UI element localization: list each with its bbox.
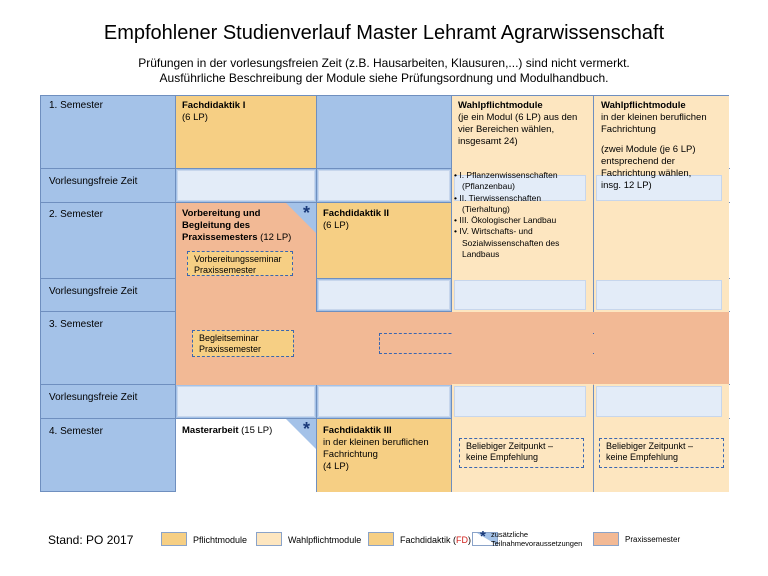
corner-marker — [286, 419, 316, 449]
row-label-semester-1: 1. Semester — [49, 100, 103, 111]
row-label-free-3: Vorlesungsfreie Zeit — [49, 392, 138, 403]
legend-label-star: zusätzliche Teilnahmevoraussetzungen — [491, 530, 583, 548]
praxissemester-band-part — [452, 312, 593, 384]
stand-label: Stand: PO 2017 — [48, 533, 134, 547]
free-period-cell — [177, 170, 315, 201]
seminar-label-line: Vorbereitungsseminar — [194, 254, 282, 264]
list-item: Landbaus — [462, 249, 500, 260]
row-label-free-2: Vorlesungsfreie Zeit — [49, 286, 138, 297]
wahlpflicht-fachrichtung-text — [594, 98, 728, 194]
legend-swatch-pflicht — [161, 532, 187, 546]
seminar-label-line: Praxissemester — [199, 344, 262, 354]
module-text-line: entsprechend der — [601, 156, 675, 167]
module-credits: (12 LP) — [257, 232, 292, 243]
row-label-semester-3: 3. Semester — [49, 319, 103, 330]
module-text-line: insg. 12 LP) — [601, 180, 652, 191]
module-title-line: Begleitung des — [182, 220, 251, 231]
box-text-line: keine Empfehlung — [466, 452, 539, 462]
box-text-line: keine Empfehlung — [606, 452, 679, 462]
module-text-line: Fachrichtung — [323, 449, 378, 460]
module-credits: (6 LP) — [182, 112, 208, 123]
beliebig-box — [599, 438, 724, 468]
box-text-line: Beliebiger Zeitpunkt – — [606, 441, 694, 451]
module-title-line: Praxissemesters — [182, 232, 258, 243]
legend-label-wahl: Wahlpflichtmodule — [288, 535, 362, 545]
module-title-line: Vorbereitung und — [182, 208, 261, 219]
module-title: Masterarbeit — [182, 425, 239, 436]
subtitle-line-2: Ausführliche Beschreibung der Module siehe Prüfungsordnung und Modulhandbuch. — [159, 71, 609, 85]
seminar-label-line: Begleitseminar — [199, 333, 259, 343]
list-item: • IV. Wirtschafts- und — [454, 226, 533, 237]
list-item: (Tierhaltung) — [462, 203, 510, 214]
legend-swatch-fachdidaktik — [368, 532, 394, 546]
free-period-cell — [318, 386, 450, 417]
page-title: Empfohlener Studienverlauf Master Lehramt Agrarwissenschaft — [103, 22, 665, 44]
legend-label-praxis: Praxissemester — [625, 535, 681, 544]
module-credits: (4 LP) — [323, 461, 349, 472]
free-period-cell — [318, 280, 450, 310]
module-fachdidaktik-3 — [317, 419, 451, 492]
legend-label-pflicht: Pflichtmodule — [193, 535, 248, 545]
box-text-line: Beliebiger Zeitpunkt – — [466, 441, 554, 451]
asterisk-icon: * — [480, 528, 486, 545]
module-title: Wahlpflichtmodule — [601, 100, 686, 111]
module-text-line: (zwei Module (je 6 LP) — [601, 144, 696, 155]
wahlpflicht-agrar-text — [452, 98, 592, 150]
free-period-cell — [596, 280, 722, 310]
module-text-line: in der kleinen beruflichen — [323, 437, 429, 448]
module-text-line: Fachrichtung wählen, — [601, 168, 692, 179]
asterisk-icon: * — [303, 203, 311, 223]
free-period-cell — [318, 170, 450, 201]
module-text-line: (je ein Modul (6 LP) aus den — [458, 112, 578, 123]
legend-swatch-wahl — [256, 532, 282, 546]
list-item: • I. Pflanzenwissenschaften — [454, 170, 558, 180]
seminar-label-line: Praxissemester — [194, 265, 257, 275]
legend-label-fachdidaktik: Fachdidaktik (FD) — [400, 535, 472, 545]
module-title: Fachdidaktik I — [182, 100, 246, 111]
list-item: • II. Tierwissenschaften — [454, 192, 542, 203]
free-period-cell — [454, 386, 586, 417]
list-item: • III. Ökologischer Landbau — [454, 215, 557, 226]
module-credits: (15 LP) — [238, 425, 273, 436]
subtitle-line-1: Prüfungen in der vorlesungsfreien Zeit (z.B. Hausarbeiten, Klausuren,...) sind nicht vermerkt. — [138, 56, 630, 70]
module-title: Fachdidaktik III — [323, 425, 392, 436]
free-period-cell — [454, 280, 586, 310]
module-text-line: Fachrichtung — [601, 124, 656, 135]
module-text-line: in der kleinen beruflichen — [601, 112, 707, 123]
module-fachdidaktik-1 — [176, 96, 316, 168]
corner-marker — [286, 203, 316, 233]
legend-swatch-praxis — [593, 532, 619, 546]
asterisk-icon: * — [303, 419, 311, 439]
module-title: Fachdidaktik II — [323, 208, 389, 219]
module-credits: (6 LP) — [323, 220, 349, 231]
free-period-cell — [177, 386, 315, 417]
module-text-line: insgesamt 24) — [458, 136, 518, 147]
module-text-line: vier Bereichen wählen, — [458, 124, 555, 135]
praxissemester-band-part — [594, 312, 729, 384]
seminar-begleitung — [192, 330, 294, 357]
list-item: (Pflanzenbau) — [462, 181, 515, 192]
free-period-cell — [596, 386, 722, 417]
beliebig-box — [459, 438, 584, 468]
module-title: Wahlpflichtmodule — [458, 100, 543, 111]
wahlpflicht-area-list — [454, 170, 590, 260]
module-fachdidaktik-2 — [317, 203, 451, 278]
row-label-semester-2: 2. Semester — [49, 209, 103, 220]
row-label-semester-4: 4. Semester — [49, 426, 103, 437]
seminar-vorbereitung — [187, 251, 293, 276]
list-item: Sozialwissenschaften des — [462, 237, 560, 248]
row-label-free-1: Vorlesungsfreie Zeit — [49, 176, 138, 187]
